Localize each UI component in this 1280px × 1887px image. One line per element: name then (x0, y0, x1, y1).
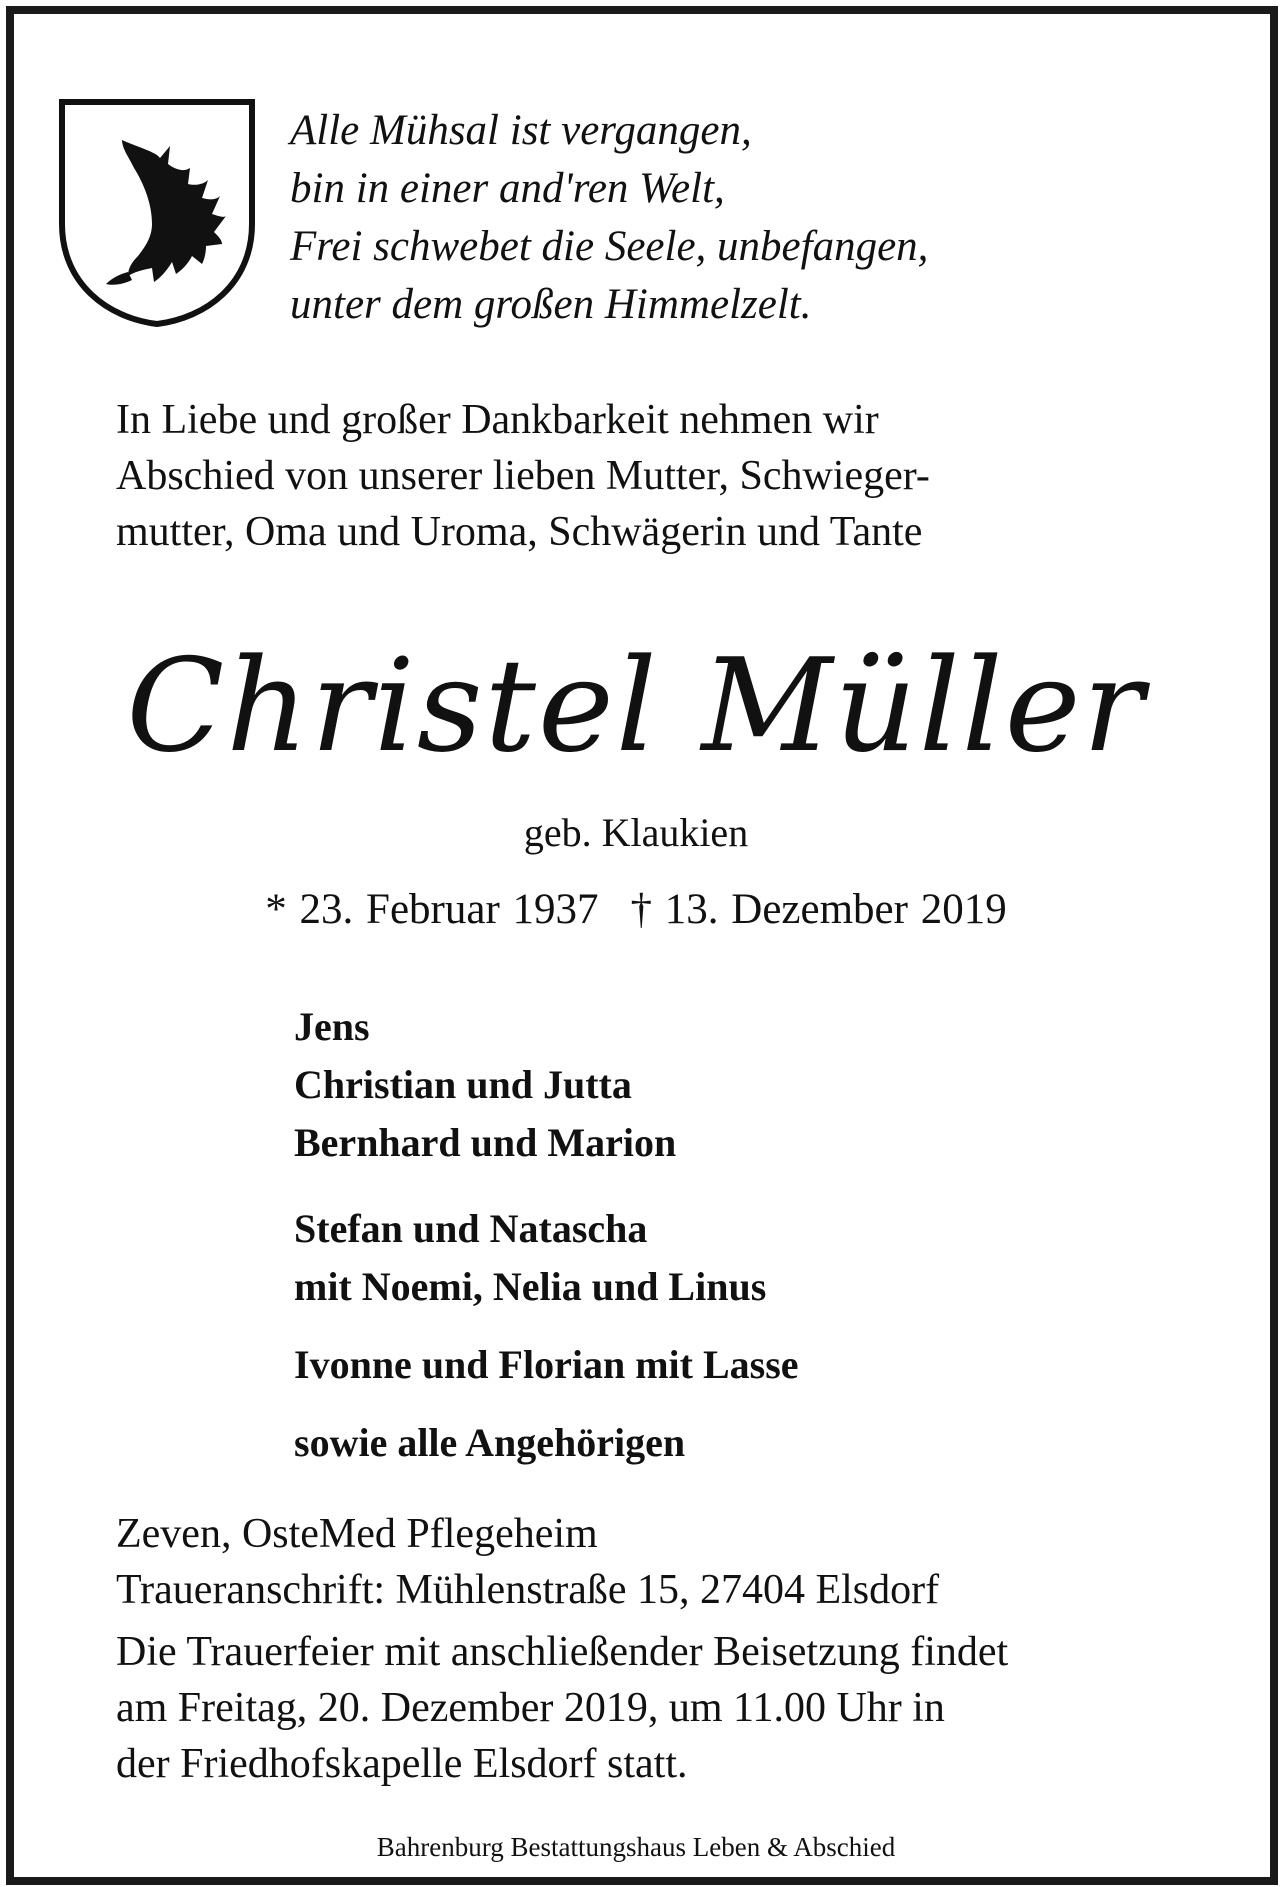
family-group-grandchild-2 (294, 1336, 799, 1394)
poem-line: bin in einer and'ren Welt, (290, 165, 725, 212)
birth-date: * 23. Februar 1937 (265, 886, 599, 933)
mourner-name: Bernhard und Marion (294, 1120, 677, 1165)
poem-line: unter dem großen Himmelzelt. (290, 281, 812, 328)
address-line: Traueranschrift: Mühlenstraße 15, 27404 Elsdorf (116, 1567, 940, 1613)
poem-line: Frei schwebet die Seele, unbefangen, (290, 223, 929, 270)
closing-info (116, 1506, 1008, 1792)
intro-line: mutter, Oma und Uroma, Schwägerin und Tante (116, 509, 923, 555)
service-line: am Freitag, 20. Dezember 2019, um 11.00 Uhr in (116, 1685, 945, 1731)
maiden-name: geb. Klaukien (523, 810, 749, 855)
family-group-relatives (294, 1414, 685, 1472)
mourner-name: Jens (294, 1004, 370, 1049)
intro-text (116, 392, 930, 560)
life-dates (0, 884, 1272, 936)
family-group-children (294, 998, 676, 1172)
poem-line: Alle Mühsal ist vergangen, (290, 107, 752, 154)
service-line: Die Trauerfeier mit anschließender Beisetzung findet (116, 1629, 1009, 1675)
mourner-name: mit Noemi, Nelia und Linus (294, 1264, 767, 1309)
service-line: der Friedhofskapelle Elsdorf statt. (116, 1741, 688, 1787)
death-date: † 13. Dezember 2019 (630, 886, 1007, 933)
deceased-name: Christel Müller (126, 632, 1146, 781)
mourner-name: Christian und Jutta (294, 1062, 632, 1107)
intro-line: In Liebe und großer Dankbarkeit nehmen wir (116, 397, 879, 443)
place-line: Zeven, OsteMed Pflegeheim (116, 1511, 598, 1557)
funeral-home-credit: Bahrenburg Bestattungshaus Leben & Abschied (376, 1832, 896, 1862)
intro-line: Abschied von unserer lieben Mutter, Schwieger- (116, 453, 930, 499)
poem (290, 102, 928, 334)
family-group-grandchildren (294, 1200, 766, 1316)
mourner-name: Stefan und Natascha (294, 1206, 648, 1251)
mourner-name: sowie alle Angehörigen (294, 1420, 686, 1465)
mourner-name: Ivonne und Florian mit Lasse (294, 1342, 799, 1387)
coat-of-arms-antler-icon (56, 96, 258, 330)
